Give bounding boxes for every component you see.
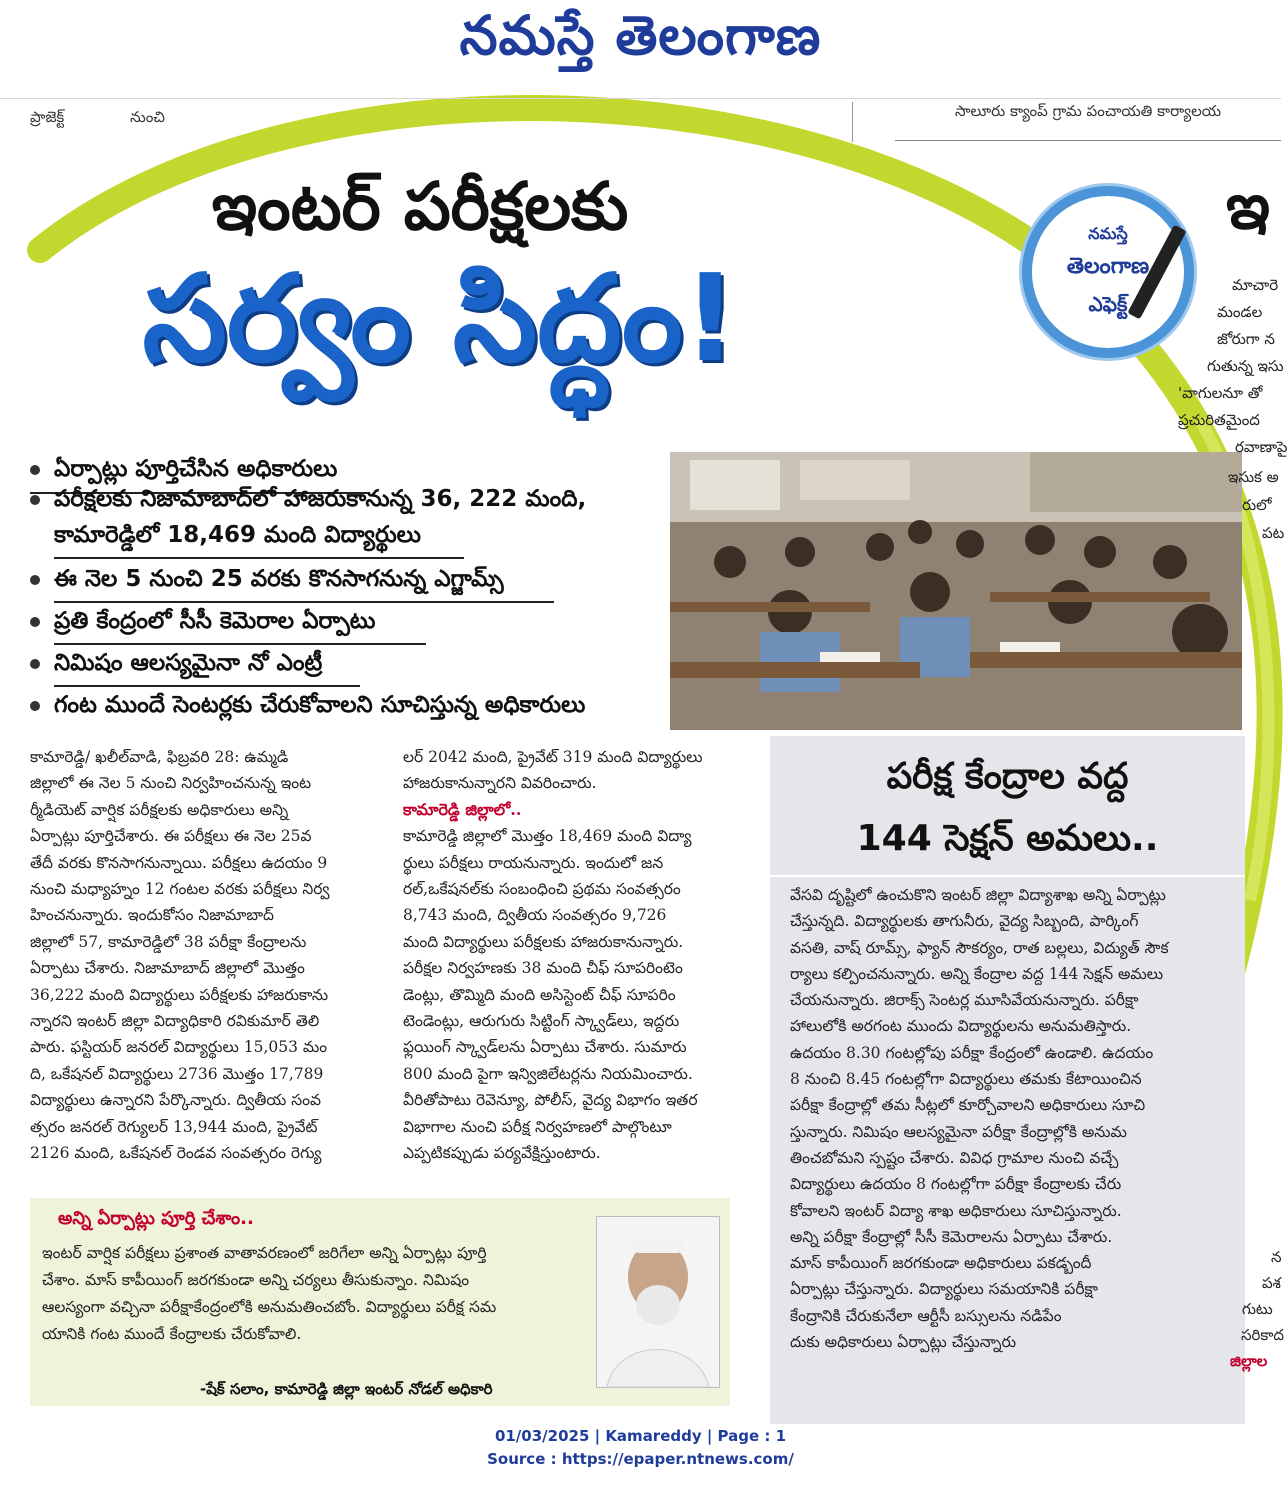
headline-line-1: ఇంటర్ పరీక్షలకు xyxy=(211,168,629,245)
edge-text-line: గుటు xyxy=(1242,1300,1273,1318)
footer-date-page: 01/03/2025 | Kamareddy | Page : 1 xyxy=(494,1427,787,1445)
exam-hall-photo-drawing xyxy=(670,452,1242,730)
edge-text-line: 'వాగులనూ తో xyxy=(1178,384,1263,402)
bullet-dot-icon xyxy=(30,465,40,475)
bullet-underline xyxy=(54,685,360,687)
edge-text-line: రులో xyxy=(1242,496,1272,514)
article-subhead: కామారెడ్డి జిల్లాలో.. xyxy=(403,799,522,819)
edge-text-line: ఇసుక అ xyxy=(1228,468,1279,486)
bullet-item-continued: కామారెడ్డిలో 18,469 మంది విద్యార్థులు xyxy=(54,522,421,548)
bullet-item: నిమిషం ఆలస్యమైనా నో ఎంట్రీ xyxy=(30,650,322,682)
edge-text-line: రవాణాపై xyxy=(1235,438,1287,456)
bullet-item: ఈ నెల 5 నుంచి 25 వరకు కొనసాగనున్న ఎగ్జామ్స్ xyxy=(30,566,504,598)
article-column-2: లర్ 2042 మంది, ప్రైవేట్ 319 మంది విద్యార్థులు హాజరుకానున్నారని వివరించారు. కామారెడ్డి జిల్లాలో.. కామారెడ్డి జిల్లాలో మొత్తం 18,469 మంది విద్యా ర్థులు పరీక్షలు రాయనున్నారు. ఇందులో జన రల్,ఒకేషనల్‌కు సంబంధించి ప్రథమ సంవత్సరం 8,743 మంది, ద్వితీయ సంవత్సరం 9,726 మంది విద్యార్థులు పరీక్షలకు హాజరుకానున్నారు. పరీక్షల నిర్వహణకు 38 మంది చీఫ్ సూపరింటెం డెంట్లు, తొమ్మిది మంది అసిస్టెంట్ చీఫ్ సూపరిం టెండెంట్లు, ఆరుగురు సిట్టింగ్ స్క్వాడ్‌లు, ఇద్దరు ఫ్లయింగ్ స్క్వాడ్‌లను ఏర్పాటు చేశారు. సుమారు 800 మంది పైగా ఇన్విజిలేటర్లను నియమించారు. వీరితోపాటు రెవెన్యూ, పోలీస్, వైద్య విభాగం ఇతర విభాగాల నుంచి పరీక్ష నిర్వహణలో పాల్గొంటూ ఎప్పటికప్పుడు పర్యవేక్షిస్తుంటారు. xyxy=(403,744,748,1167)
edge-text-line: మండల xyxy=(1217,303,1263,321)
stamp-line-2: తెలంగాణ xyxy=(1066,254,1150,279)
article-column-1: కామారెడ్డి/ ఖలీల్‌వాడి, ఫిబ్రవరి 28: ఉమ్మడి జిల్లాలో ఈ నెల 5 నుంచి నిర్వహించనున్న ఇంట ర్మీడియెట్ వార్షిక పరీక్షలకు అధికారులు అన్ని ఏర్పాట్లు పూర్తిచేశారు. ఈ పరీక్షలు ఈ నెల 25వ తేదీ వరకు కొనసాగనున్నాయి. పరీక్షలు ఉదయం 9 నుంచి మధ్యాహ్నం 12 గంటల వరకు పరీక్షలు నిర్వ హించనున్నారు. ఇందుకోసం నిజామాబాద్ జిల్లాలో 57, కామారెడ్డిలో 38 పరీక్షా కేంద్రాలను ఏర్పాటు చేశారు. నిజామాబాద్ జిల్లాలో మొత్తం 36,222 మంది విద్యార్థులు పరీక్షలకు హాజరుకాను న్నారని ఇంటర్ జిల్లా విద్యాధికారి రవికుమార్ తెలి పారు. ఫస్టియర్ జనరల్ విద్యార్థులు 15,053 మం ది, ఒకేషనల్ విద్యార్థులు 2736 మొత్తం 17,789 విద్యార్థులు ఉన్నారని పేర్కొన్నారు. ద్వితీయ సంవ త్సరం జనరల్ రెగ్యులర్ 13,944 మంది, ప్రైవేట్ 2126 మంది, ఒకేషనల్ రెండవ సంవత్సరం రెగ్యు xyxy=(30,748,330,1163)
quote-body: ఇంటర్ వార్షిక పరీక్షలు ప్రశాంత వాతావరణంలో జరిగేలా అన్ని ఏర్పాట్లు పూర్తి చేశాం. మాస్ కాపీయింగ్ జరగకుండా అన్ని చర్యలు తీసుకున్నాం. నిమిషం ఆలస్యంగా వచ్చినా పరీక్షాకేంద్రంలోకి అనుమతించబోం. విద్యార్థులు పరీక్ష సమ యానికి గంట ముందే కేంద్రాలకు చేరుకోవాలి. xyxy=(42,1244,497,1343)
stamp-line-1: నమస్తే xyxy=(1088,224,1128,243)
edge-text-line: ప్రచురితమైంద xyxy=(1178,411,1260,429)
effect-stamp-badge xyxy=(1022,186,1194,358)
edge-text-line: పశ xyxy=(1262,1274,1281,1292)
newspaper-masthead: నమస్తే తెలంగాణ xyxy=(459,4,822,67)
headline-line-2: సర్వం సిద్ధం! xyxy=(142,250,738,389)
edge-text-line: గుతున్న ఇసు xyxy=(1207,357,1284,375)
right-strip-rule xyxy=(895,140,1281,141)
edge-text-line: సరికాద xyxy=(1241,1326,1285,1344)
official-portrait-photo xyxy=(596,1216,720,1388)
right-story-headline-fragment: ఇ xyxy=(1226,170,1271,244)
bullet-underline xyxy=(54,601,554,603)
quote-signature: -షేక్ సలాం, కామారెడ్డి జిల్లా ఇంటర్ నోడల్ అధికారి xyxy=(200,1380,493,1398)
bullet-dot-icon xyxy=(30,701,40,711)
stamp-line-3: ఎఫెక్ట్ xyxy=(1088,292,1128,316)
top-strip-left-a: ప్రాజెక్ట్ xyxy=(30,108,65,126)
top-strip-left-b: నుంచి xyxy=(130,108,165,126)
bullet-dot-icon xyxy=(30,495,40,505)
sidebar-title-line-2: 144 సెక్షన్ అమలు.. xyxy=(856,818,1159,859)
bullet-item: ఏర్పాట్లు పూర్తిచేసిన అధికారులు xyxy=(30,456,337,488)
sidebar-rule xyxy=(770,875,1245,877)
top-rule xyxy=(0,98,1281,99)
quote-title: అన్ని ఏర్పాట్లు పూర్తి చేశాం.. xyxy=(58,1208,254,1229)
edge-text-line: న xyxy=(1271,1248,1282,1266)
top-strip-right: సాలూరు క్యాంప్ గ్రామ పంచాయతి కార్యాలయ xyxy=(955,102,1222,120)
edge-text-line: జిల్లాల xyxy=(1230,1352,1268,1370)
bullet-dot-icon xyxy=(30,575,40,585)
sidebar-title-line-1: పరీక్ష కేంద్రాల వద్ద xyxy=(886,756,1129,797)
footer-source-link[interactable]: Source : https://epaper.ntnews.com/ xyxy=(487,1450,794,1468)
bullet-item: పరీక్షలకు నిజామాబాద్‌లో హాజరుకానున్న 36, 222 మంది, xyxy=(30,486,586,518)
edge-text-line: జోరుగా న xyxy=(1217,330,1275,348)
bullet-underline xyxy=(54,557,464,559)
portrait-drawing xyxy=(597,1217,719,1387)
bullet-item: గంట ముందే సెంటర్లకు చేరుకోవాలని సూచిస్తున్న అధికారులు xyxy=(30,692,585,724)
column-divider xyxy=(852,102,853,142)
edge-text-line: పట xyxy=(1262,524,1285,542)
exam-hall-photo xyxy=(670,452,1242,730)
bullet-underline xyxy=(54,643,426,645)
bullet-item: ప్రతి కేంద్రంలో సీసీ కెమెరాల ఏర్పాటు xyxy=(30,608,376,640)
bullet-dot-icon xyxy=(30,659,40,669)
sidebar-body: వేసవి దృష్టిలో ఉంచుకొని ఇంటర్ జిల్లా విద్యాశాఖ అన్ని ఏర్పాట్లు చేస్తున్నది. విద్యార్థులకు తాగునీరు, వైద్య సిబ్బంది, పార్కింగ్ వసతి, వాష్ రూమ్స్, ఫ్యాన్ సౌకర్యం, రాత బల్లలు, విద్యుత్ సౌక ర్యాలు కల్పించనున్నారు. అన్ని కేంద్రాల వద్ద 144 సెక్షన్ అమలు చేయనున్నారు. జిరాక్స్ సెంటర్ల మూసివేయనున్నారు. పరీక్షా హాలులోకి అరగంట ముందు విద్యార్థులను అనుమతిస్తారు. ఉదయం 8.30 గంటల్లోపు పరీక్షా కేంద్రంలో ఉండాలి. ఉదయం 8 నుంచి 8.45 గంటల్లోగా విద్యార్థులు తమకు కేటాయించిన పరీక్షా కేంద్రాల్లో తమ సీట్లలో కూర్చోవాలని అధికారులు సూచి స్తున్నారు. నిమిషం ఆలస్యమైనా పరీక్షా కేంద్రాల్లోకి అనుమ తించబోమని స్పష్టం చేశారు. వివిధ గ్రామాల నుంచి వచ్చే విద్యార్థులు ఉదయం 8 గంటల్లోగా పరీక్షా కేంద్రాలకు చేరు కోవాలని ఇంటర్ విద్యా శాఖ అధికారులు సూచిస్తున్నారు. అన్ని పరీక్షా కేంద్రాల్లో సీసీ కెమెరాలను ఏర్పాటు చేశారు. మాస్ కాపీయింగ్ జరగకుండా అధికారులు పకడ్బందీ ఏర్పాట్లు చేస్తున్నారు. విద్యార్థులు సమయానికి పరీక్షా కేంద్రానికి చేరుకునేలా ఆర్టీసీ బస్సులను నడిపేం దుకు అధికారులు ఏర్పాట్లు చేస్తున్నారు xyxy=(790,886,1169,1352)
edge-text-line: మాచారె xyxy=(1232,276,1279,294)
bullet-dot-icon xyxy=(30,617,40,627)
